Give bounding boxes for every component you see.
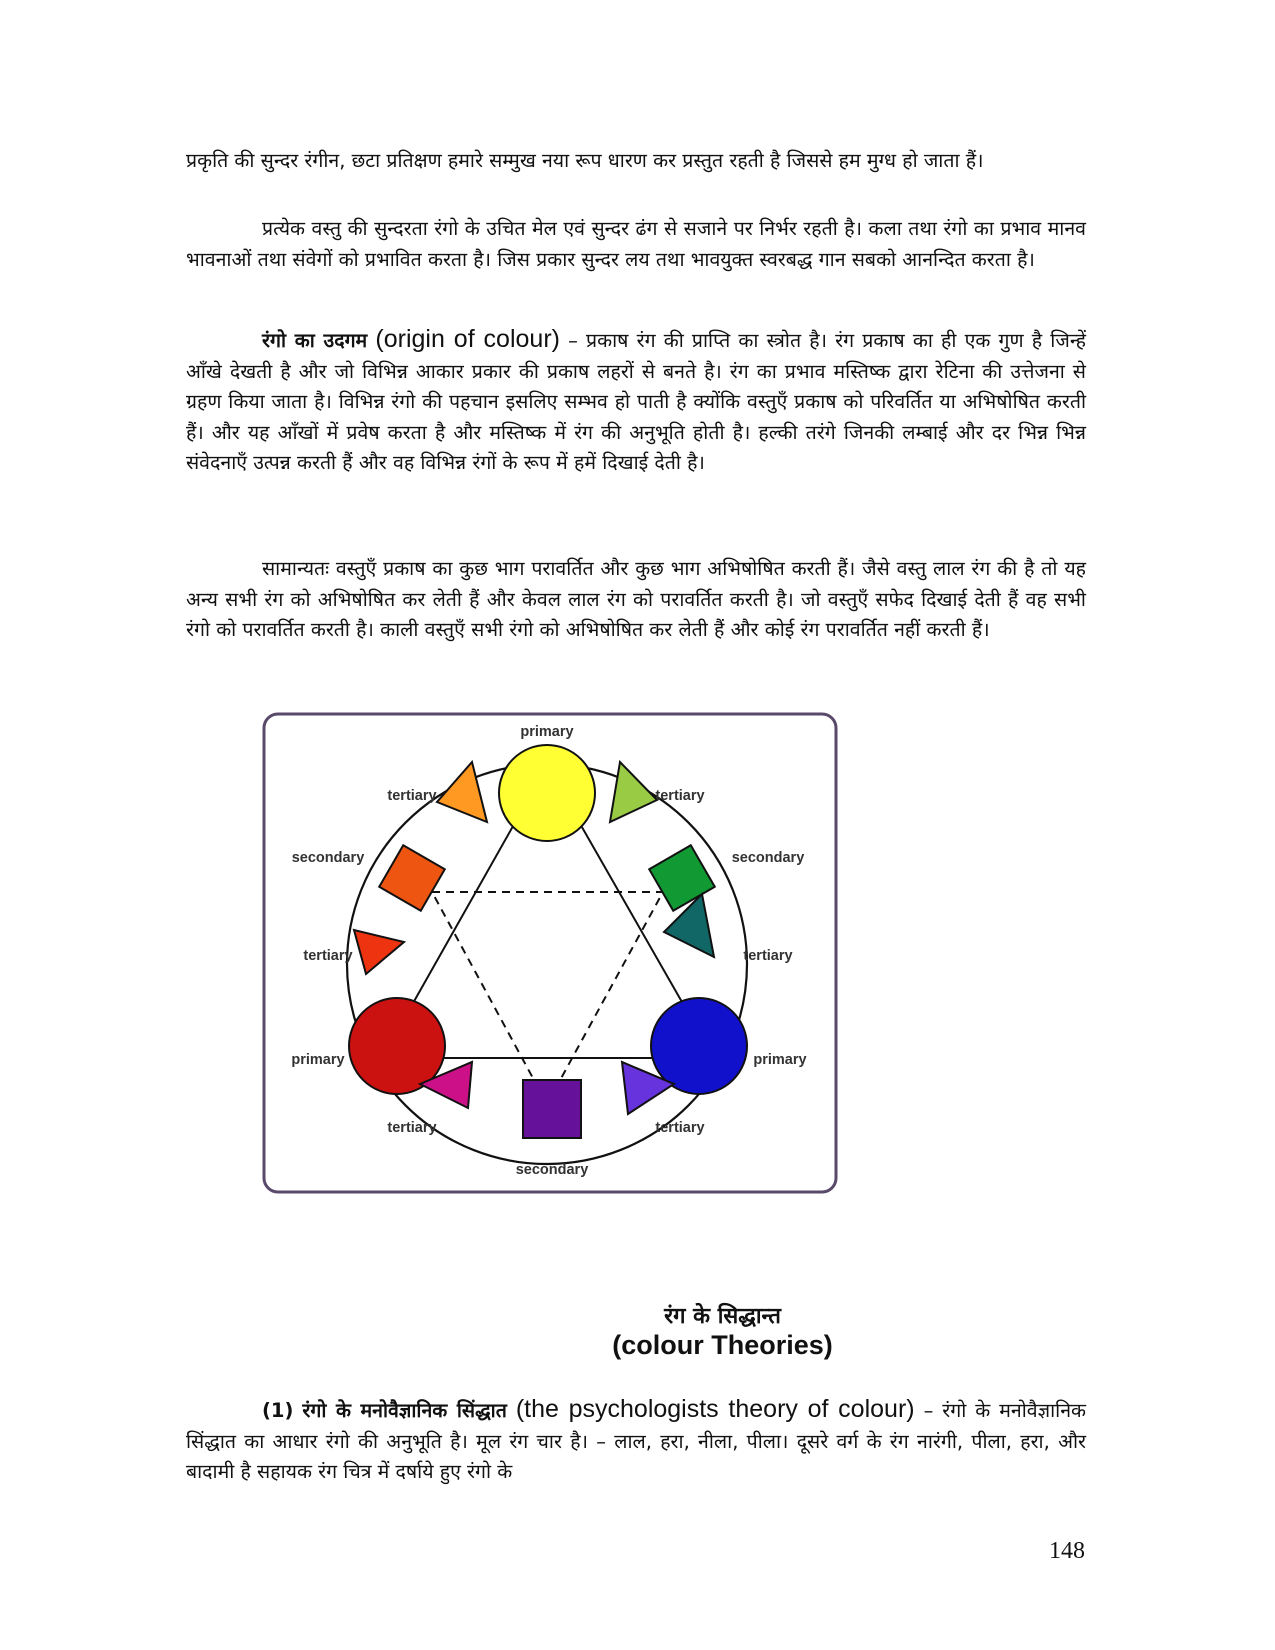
label-upper-right-secondary: secondary <box>731 850 805 866</box>
paragraph-nature-colour: प्रकृति की सुन्दर रंगीन, छटा प्रतिक्षण हमारे सम्मुख नया रूप धारण कर प्रस्तुत रहती है जिससे हम मुग्ध हो जाता हैं। <box>186 149 984 172</box>
label-lower-right-primary: primary <box>753 1052 807 1068</box>
theory-number: (1) <box>262 1399 294 1422</box>
page-number: 148 <box>1049 1538 1085 1564</box>
origin-heading-hindi: रंगो का उदगम <box>262 329 368 352</box>
label-lower-left-primary: primary <box>291 1052 345 1068</box>
label-mid-right-tertiary: tertiary <box>743 948 793 964</box>
section-heading-hindi: रंग के सिद्धान्त <box>664 1304 781 1329</box>
label-top-primary: primary <box>520 724 574 740</box>
paragraph-beauty-of-objects: प्रत्येक वस्तु की सुन्दरता रंगो के उचित मेल एवं सुन्दर ढंग से सजाने पर निर्भर रहती है। कला तथा रंगो का प्रभाव मानव भावनाओं तथा संवेगों को प्रभावित करता है। जिस प्रकार सुन्दर लय तथा भावयुक्त स्वरबद्ध गान सबको आनन्दित करता है। <box>186 217 1086 271</box>
label-top-right-tertiary: tertiary <box>655 788 705 804</box>
theory-title-hindi: रंगो के मनोवैज्ञानिक सिंद्धात <box>302 1399 507 1422</box>
colour-wheel-figure <box>262 712 838 1194</box>
section-heading-english: (colour Theories) <box>612 1330 833 1360</box>
label-upper-left-secondary: secondary <box>291 850 365 866</box>
label-bottom-left-tertiary: tertiary <box>387 1120 437 1136</box>
label-bottom-secondary: secondary <box>515 1162 589 1178</box>
label-top-left-tertiary: tertiary <box>387 788 437 804</box>
paragraph-reflection-absorption: सामान्यतः वस्तुएँ प्रकाष का कुछ भाग परावर्तित और कुछ भाग अभिषोषित करती हैं। जैसे वस्तु लाल रंग की है तो यह अन्य सभी रंग को अभिषोषित कर लेती हैं और केवल लाल रंग को परावर्तित करती है। जो वस्तुएँ सफेद दिखाई देती हैं वह सभी रंगो को परावर्तित करती है। काली वस्तुएँ सभी रंगो को अभिषोषित कर लेती हैं और कोई रंग परावर्तित नहीं करती हैं। <box>186 557 1086 641</box>
violet-secondary-square <box>523 1080 581 1138</box>
origin-body: – प्रकाष रंग की प्राप्ति का स्त्रोत है। रंग प्रकाष का ही एक गुण है जिन्हें आँखे देखती है और जो विभिन्न आकार प्रकार की प्रकाष लहरों से बनते है। रंग का प्रभाव मस्तिष्क द्वारा रेटिना की उत्तेजना से ग्रहण किया जाता है। विभिन्न रंगो की पहचान इसलिए सम्भव हो पाती है क्योंकि वस्तुएँ प्रकाष को परिवर्तित या अभिषोषित करती हैं। और यह आँखों में प्रवेष करता है और मस्तिष्क में रंग की अनुभूति होती है। हल्की तरंगे जिनकी लम्बाई और दर भिन्न भिन्न संवेदनाएँ उत्पन्न करती हैं और वह विभिन्न रंगों के रूप में हमें दिखाई देती है। <box>186 329 1086 474</box>
origin-heading-english: (origin of colour) <box>375 325 560 353</box>
label-mid-left-tertiary: tertiary <box>303 948 353 964</box>
paragraph-origin-of-colour <box>186 324 1086 479</box>
theory-body: – रंगो के मनोवैज्ञानिक सिंद्धात का आधार रंगो की अनुभूति है। मूल रंग चार है। – लाल, हरा, नीला, पीला। दूसरे वर्ग के रंग नारंगी, पीला, हरा, और बादामी है सहायक रंग चित्र में दर्षाये हुए रंगो के <box>186 1399 1087 1483</box>
label-bottom-right-tertiary: tertiary <box>655 1120 705 1136</box>
paragraph-psychologists-theory <box>186 1394 1086 1488</box>
theory-title-english: (the psychologists theory of colour) <box>515 1395 915 1423</box>
yellow-primary-circle <box>499 745 595 841</box>
